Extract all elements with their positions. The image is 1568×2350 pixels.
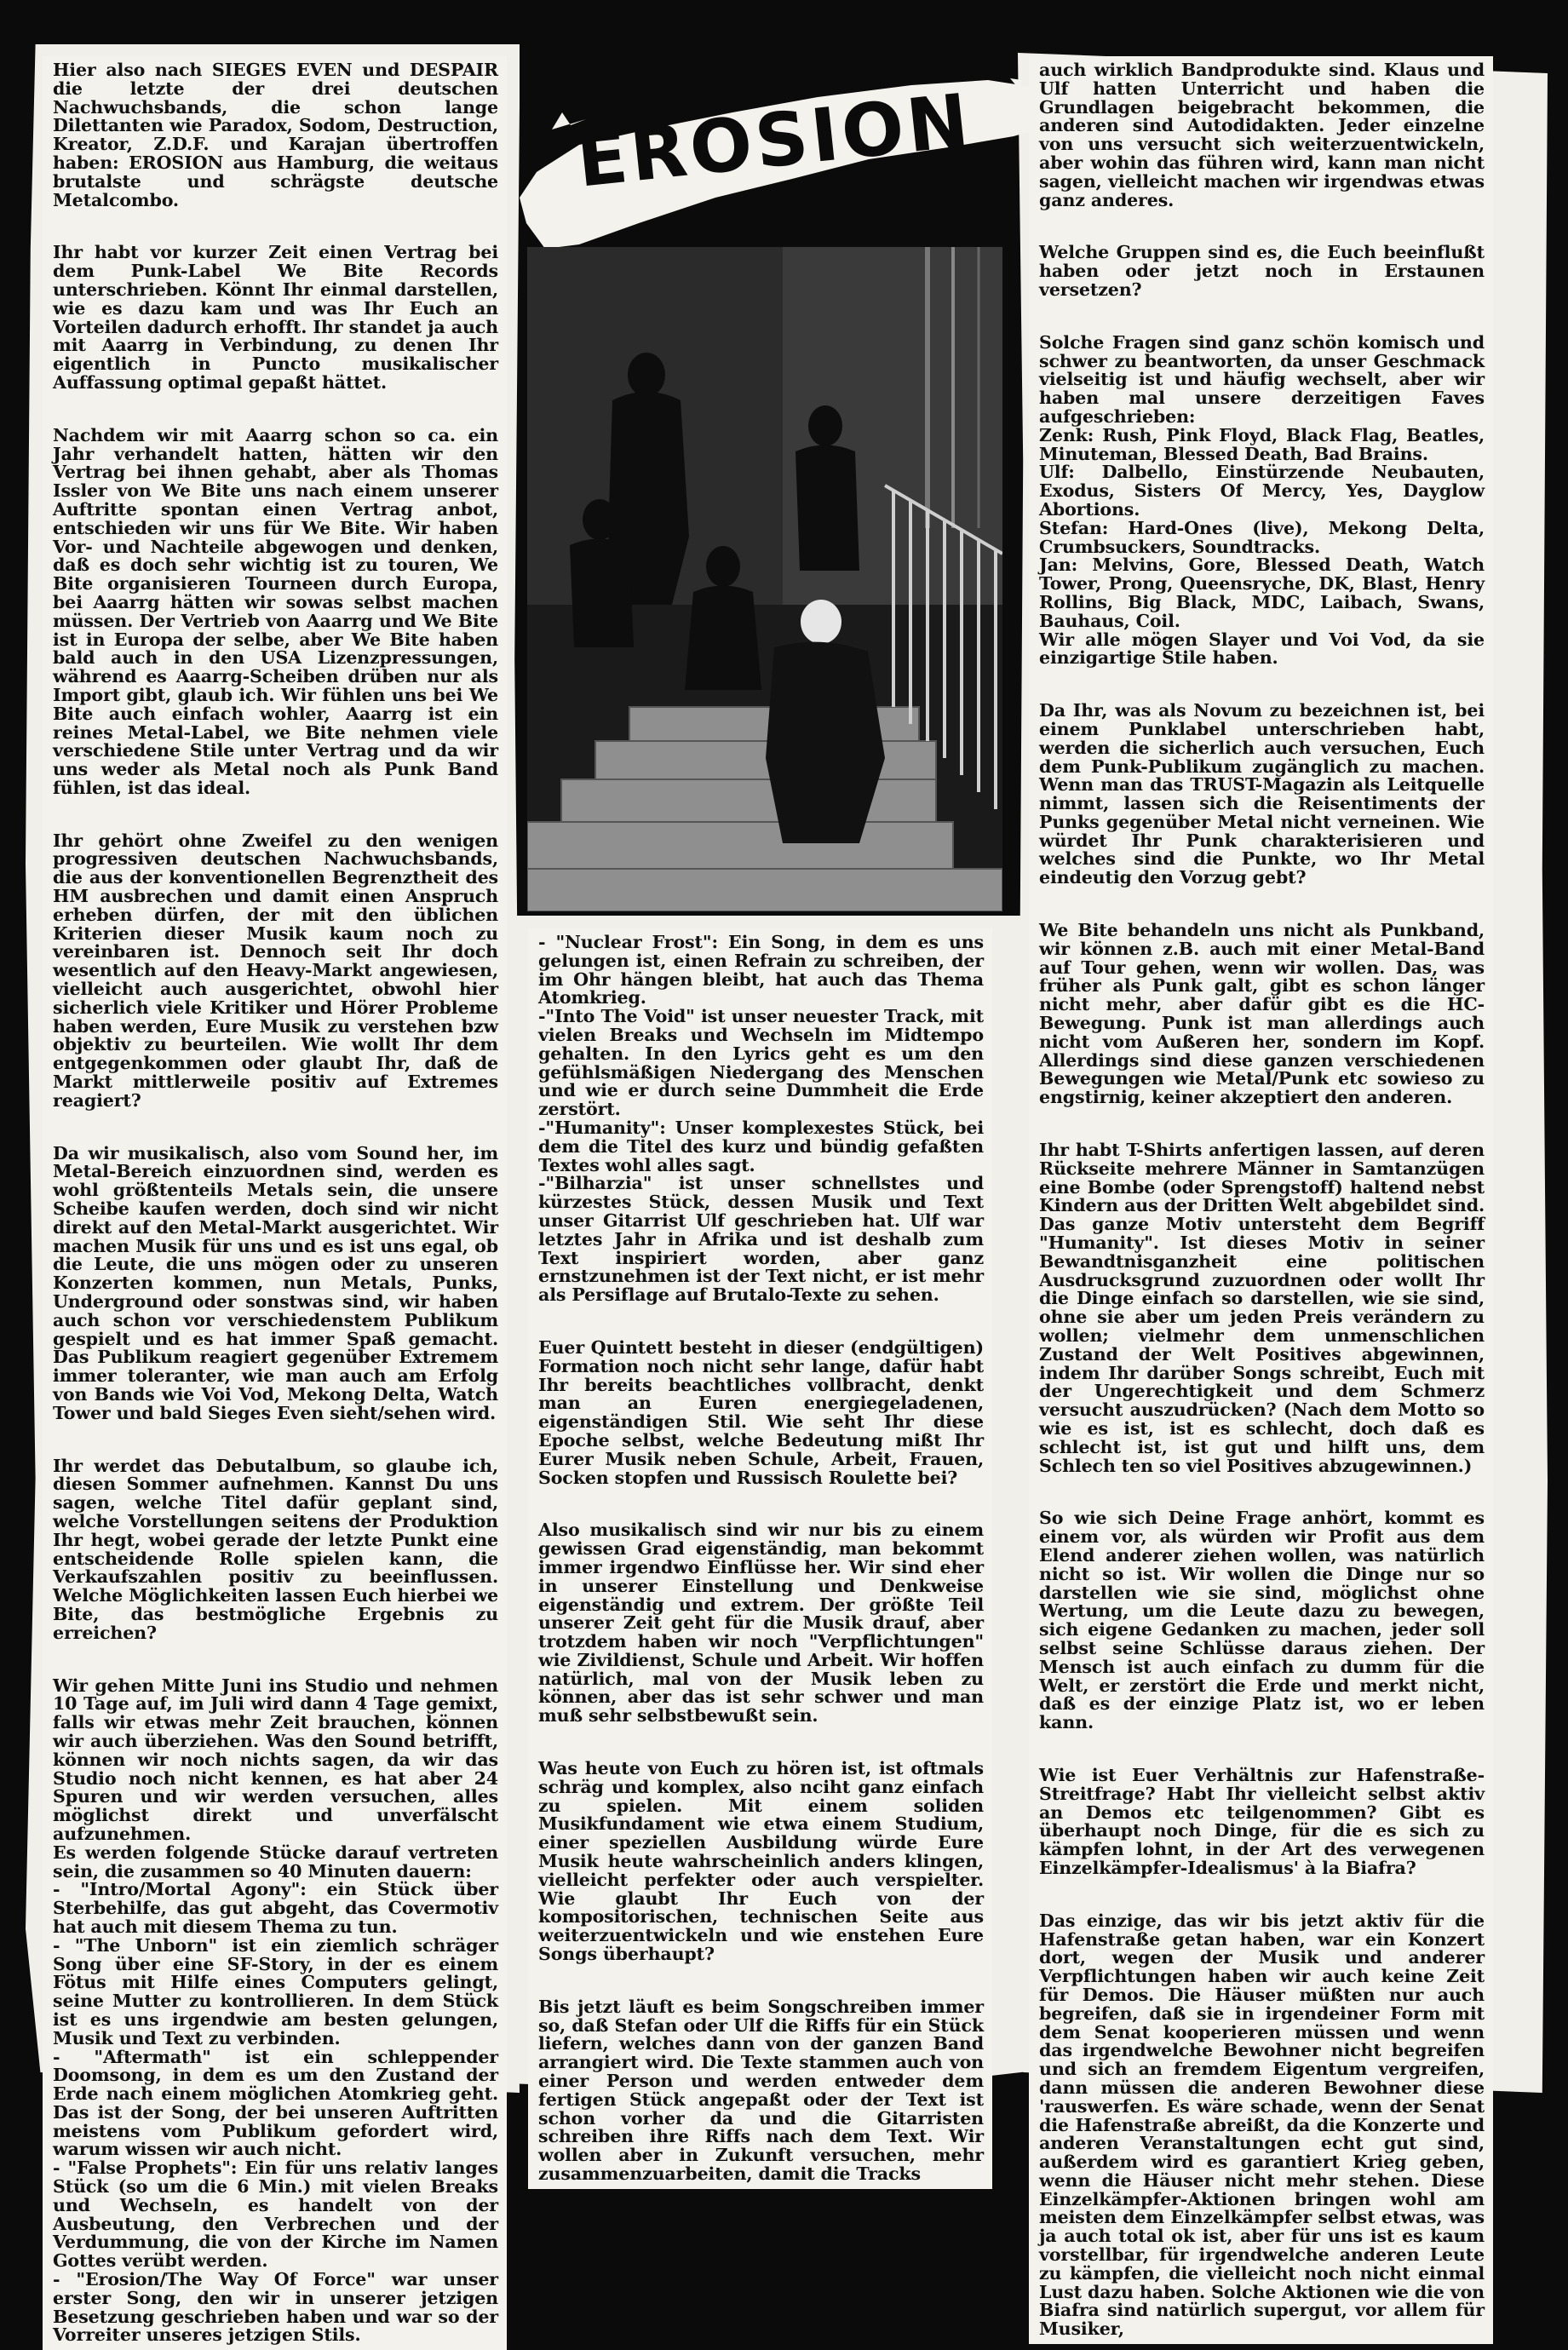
answer-paragraph: Solche Fragen sind ganz schön komisch und schwer zu beantworten, da unser Geschmack vielseitig ist und häufig wechselt, aber wir haben mal unsere derzeitigen Faves aufgeschrieben: [1039, 331, 1485, 427]
middle-column [528, 928, 992, 2189]
intro-paragraph: Hier also nach SIEGES EVEN und DESPAIR die letzte der drei deutschen Nachwuchsbands, die schon lange Dilettanten wie Paradox, Sodom, Destruction, Kreator, Z.D.F. und Karajan übertroffen haben: EROSION aus Hamburg, die weitaus brutalste und schrägste deutsche Metalcombo. [53, 60, 498, 210]
question-paragraph: Euer Quintett besteht in dieser (endgültigen) Formation noch nicht sehr lange, dafür habt Ihr bereits beachtliches vollbracht, denkt man an Euren energiegeladenen, eigenständigen Stil. Wie seht Ihr diese Epoche selbst, welche Bedeutung mißt Ihr Eurer Musik neben Schule, Arbeit, Frauen, Socken stopfen und Russisch Roulette bei? [538, 1336, 984, 1488]
answer-paragraph: We Bite behandeln uns nicht als Punkband, wir können z.B. auch mit einer Metal-Band auf Tour gehen, wenn wir wollen. Das, was früher als Punk galt, gibt es schon länger nicht mehr, aber dafür gibt es die HC-Bewegung. Punk ist man allerdings auch nicht vom Außeren her, sondern im Kopf. Allerdings sind diese ganzen verschiedenen Bewegungen wie Metal/Punk etc sowieso zu engstirnig, keiner akzeptiert den anderen. [1039, 920, 1485, 1108]
answer-paragraph: So wie sich Deine Frage anhört, kommt es einem vor, als würden wir Profit aus dem Elend anderer ziehen wollen, was natürlich nicht so ist. Wir wollen die Dinge nur so darstellen wie sie sind, möglichst ohne Wertung, um die Leute dazu zu bewegen, sich eigene Gedanken zu machen, jeder soll selbst seine Schlüsse daraus ziehen. Der Mensch ist auch einfach zu dumm für die Welt, er zerstört die Erde und merkt nicht, daß es der einzige Platz ist, wo er leben kann. [1039, 1508, 1485, 1733]
track-paragraph: - "False Prophets": Ein für uns relativ langes Stück (so um die 6 Min.) mit vielen Breaks und Wechseln, es handelt von der Ausbeutung, den Verbrechen und der Verdummung, die von der Kirche im Namen Gottes verübt werden. [53, 2158, 498, 2272]
track-paragraph: - "The Unborn" ist ein ziemlich schräger Song über eine SF-Story, in der es einem Fötus mit Hilfe eines Computers gelingt, seine Mutter zu kontrollieren. In dem Stück ist es uns irgendwie am besten gelungen, Musik und Text zu verbinden. [53, 1934, 498, 2048]
question-paragraph: Wie ist Euer Verhältnis zur Hafenstraße-Streitfrage? Habt Ihr vielleicht selbst aktiv an Demos etc teilgenommen? Gibt es überhaupt noch Dinge, für die es sich zu kämpfen lohnt, in der Art des verwegenen Einzelkämpfer-Idealismus' à la Biafra? [1039, 1764, 1485, 1878]
answer-paragraph: Wir alle mögen Slayer und Voi Vod, da sie einzigartige Stile haben. [1039, 629, 1485, 669]
track-paragraph: - "Aftermath" ist ein schleppender Doomsong, in dem es um den Zustand der Erde nach einem möglichen Atomkrieg geht. Das ist der Song, der bei unseren Auftritten meistens vom Publikum gefordert wird, warum wissen wir auch nicht. [53, 2046, 498, 2160]
answer-paragraph: Es werden folgende Stücke darauf vertreten sein, die zusammen so 40 Minuten dauern: [53, 1842, 498, 1882]
question-paragraph: Welche Gruppen sind es, die Euch beeinflußt haben oder jetzt noch in Erstaunen versetzen? [1039, 242, 1485, 300]
track-paragraph: - "Nuclear Frost": Ein Song, in dem es uns gelungen ist, einen Refrain zu schreiben, der im Ohr hängen bleibt, hat auch das Thema Atomkrieg. [538, 932, 984, 1008]
answer-paragraph: Also musikalisch sind wir nur bis zu einem gewissen Grad eigenständig, man bekommt immer irgendwo Einflüsse her. Wir sind eher in unserer Einstellung und Denkweise eigenständig und extrem. Der größte Teil unserer Zeit geht für die Musik drauf, aber trotzdem haben wir noch "Verpflichtungen" wie Zivildienst, Schule und Arbeit. Wir hoffen natürlich, mal von der Musik leben zu können, aber das ist sehr schwer und man muß sehr selbstbewußt sein. [538, 1520, 984, 1727]
faves-jan: Jan: Melvins, Gore, Blessed Death, Watch Tower, Prong, Queensryche, DK, Blast, Henry Rollins, Big Black, MDC, Laibach, Swans, Bauhaus, Coil. [1039, 554, 1485, 631]
faves-stefan: Stefan: Hard-Ones (live), Mekong Delta, Crumbsuckers, Soundtracks. [1039, 517, 1485, 557]
answer-paragraph: Da wir musikalisch, also vom Sound her, im Metal-Bereich einzuordnen sind, werden es wohl größtenteils Metals sein, die unsere Scheibe kaufen werden, doch sind wir nicht direkt auf den Metal-Markt ausgerichtet. Wir machen Musik für uns und es ist uns egal, ob die Leute, die uns mögen oder zu unseren Konzerten kommen, nun Metals, Punks, Underground oder sonstwas sind, wir haben auch schon vor verschiedenstem Publikum gespielt und es hat immer Spaß gemacht. Das Publikum reagiert gegenüber Extremem immer toleranter, wie man auch am Erfolg von Bands wie Voi Vod, Mekong Delta, Watch Tower und bald Sieges Even sieht/sehen wird. [53, 1142, 498, 1423]
faves-zenk: Zenk: Rush, Pink Floyd, Black Flag, Beatles, Minuteman, Blessed Death, Bad Brains. [1039, 424, 1485, 464]
question-paragraph: Ihr habt vor kurzer Zeit einen Vertrag bei dem Punk-Label We Bite Records unterschrieben. Könnt Ihr einmal darstellen, wie es dazu kam und was Ihr Euch an Vorteilen dadurch erhofft. Ihr standet ja auch mit Aaarrg in Verbindung, zu denen Ihr eigentlich in Puncto musikalischer Auffassung optimal gepaßt hättet. [53, 242, 498, 393]
question-paragraph: Ihr gehört ohne Zweifel zu den wenigen progressiven deutschen Nachwuchsbands, die aus der konventionellen Begrenztheit des HM ausbrechen und damit einen Anspruch erheben dürfen, der mit den üblichen Kriterien dieser Musik kaum noch zu vereinbaren ist. Dennoch seit Ihr doch wesentlich auf den Heavy-Markt angewiesen, vielleicht auch ausgerichtet, obwohl hier sicherlich viele Kritiker und Hörer Probleme haben werden, Eure Musik zu verstehen bzw objektiv zu beurteilen. Wie wollt Ihr dem entgegenkommen oder glaubt Ihr, daß de Markt mittlerweile positiv auf Extremes reagiert? [53, 830, 498, 1111]
track-paragraph: -"Bilharzia" ist unser schnellstes und kürzestes Stück, dessen Musik und Text unser Gitarrist Ulf geschrieben hat. Ulf war letztes Jahr in Afrika und ist deshalb zum Text inspiriert worden, aber ganz ernstzunehmen ist der Text nicht, er ist mehr als Persiflage auf Brutalo-Texte zu sehen. [538, 1173, 984, 1306]
question-paragraph: Ihr werdet das Debutalbum, so glaube ich, diesen Sommer aufnehmen. Kannst Du uns sagen, welche Titel dafür geplant sind, welche Vorstellungen seitens der Produktion Ihr hegt, wobei gerade der letzte Punkt eine entscheidende Rolle spielen kann, die Verkaufszahlen positiv zu beeinflussen. Welche Möglichkeiten lassen Euch hierbei we Bite, das bestmögliche Ergebnis zu erreichen? [53, 1455, 498, 1643]
faves-ulf: Ulf: Dalbello, Einstürzende Neubauten, Exodus, Sisters Of Mercy, Yes, Dayglow Abortions. [1039, 462, 1485, 520]
right-column [1029, 56, 1493, 2344]
track-paragraph: - "Erosion/The Way Of Force" war unser erster Song, den wir in unserer jetzigen Besetzung geschrieben haben und war so der Vorreiter unseres jetzigen Stils. [53, 2269, 498, 2346]
question-paragraph: Was heute von Euch zu hören ist, ist oftmals schräg und komplex, also nciht ganz einfach zu spielen. Mit einem soliden Musikfundament wie etwa einem Studium, einer speziellen Ausbildung würde Eure Musik heute wahrscheinlich anders klingen, vielleicht perfekter oder auch verspielter. Wie glaubt Ihr Euch von der kompositorischen, technischen Seite aus weiterzuentwickeln und wie enstehen Eure Songs überhaupt? [538, 1758, 984, 1965]
band-photo [527, 247, 1002, 911]
answer-paragraph: Das einzige, das wir bis jetzt aktiv für die Hafenstraße getan haben, war ein Konzert dort, wegen der Musik und anderer Verpflichtungen haben wir auch keine Zeit für Demos. Die Häuser müßten nur auch begreifen, daß sie in irgendeiner Form mit dem Senat kooperieren müssen und wenn das irgendwelche Bewohner nicht begreifen und sich an fremdem Eigentum vergreifen, dann müssen die anderen Bewohner diese 'rauswerfen. Es wäre schade, wenn der Senat die Hafenstraße abreißt, da die Konzerte und anderen Veranstaltungen echt gut sind, außerdem wird es garantiert Krieg geben, wenn die Häuser nicht mehr stehen. Diese Einzelkämpfer-Aktionen bringen wohl am meisten dem Einzelkämpfer selbst etwas, was ja auch total ok ist, aber für uns ist es kaum vorstellbar, für irgendwelche anderen Leute zu kämpfen, die vielleicht noch nicht einmal Lust dazu haben. Solche Aktionen wie die von Biafra sind natürlich supergut, vor allem für Musiker, [1039, 1910, 1485, 2340]
question-paragraph: Da Ihr, was als Novum zu bezeichnen ist, bei einem Punklabel unterschrieben habt, werden die sicherlich auch versuchen, Euch dem Punk-Publikum zugänglich zu machen. Wenn man das TRUST-Magazin als Leitquelle nimmt, lassen sich die Reisentiments der Punks gegenüber Metal nicht verneinen. Wie würdet Ihr Punk charakterisieren und welches sind die Punkte, wo Ihr Metal eindeutig den Vorzug gebt? [1039, 700, 1485, 888]
answer-paragraph: auch wirklich Bandprodukte sind. Klaus und Ulf hatten Unterricht und haben die Grundlagen beigebracht bekommen, die anderen sind Autodidakten. Jeder einzelne von uns versucht sich weiterzuentwickeln, aber wohin das führen wird, kann man nicht sagen, vielleicht machen wir irgendwas etwas ganz anderes. [1039, 60, 1485, 210]
track-paragraph: -"Into The Void" ist unser neuester Track, mit vielen Breaks und Wechseln im Midtempo gehalten. In den Lyrics geht es um den gefühlsmäßigen Niedergang des Menschen und wie er durch seine Dummheit die Erde zerstört. [538, 1006, 984, 1120]
answer-paragraph: Wir gehen Mitte Juni ins Studio und nehmen 10 Tage auf, im Juli wird dann 4 Tage gemixt, falls wir etwas mehr Zeit brauchen, können wir auch überziehen. Was den Sound betrifft, können wir noch nichts sagen, da wir das Studio noch nicht kennen, es hat aber 24 Spuren und wir werden versuchen, alles möglichst direkt und unverfälscht aufzunehmen. [53, 1675, 498, 1844]
question-paragraph: Ihr habt T-Shirts anfertigen lassen, auf deren Rückseite mehrere Männer in Samtanzügen eine Bombe (oder Sprengstoff) haltend nebst Kindern aus der Dritten Welt abgebildet sind. Das ganze Motiv untersteht dem Begriff "Humanity". Ist dieses Motiv in seiner Bewandtnisganzheit eine politischen Ausdrucksgrund zuzuordnen oder wollt Ihr die Dinge einfach so darstellen, wie sie sind, ohne sie aber um jeden Preis verändern zu wollen; vielmehr dem unmenschlichen Zustand der Welt Positives abgewinnen, indem Ihr darüber Songs schreibt, Euch mit der Ungerechtigkeit und dem Schmerz versucht auszudrücken? (Nach dem Motto so wie es ist, ist es schlecht, doch daß es schlecht ist, ist gut und hilft uns, dem Schlech ten so viel Positives abzugewinnen.) [1039, 1140, 1485, 1476]
article-title: EROSION [572, 78, 976, 204]
track-paragraph: - "Intro/Mortal Agony": ein Stück über Sterbehilfe, das gut abgeht, das Covermotiv hat auch mit diesem Thema zu tun. [53, 1879, 498, 1937]
left-column [43, 56, 507, 2350]
track-paragraph: -"Humanity": Unser komplexestes Stück, bei dem die Titel des kurz und bündig gefaßten Textes wohl alles sagt. [538, 1117, 984, 1175]
answer-paragraph: Nachdem wir mit Aaarrg schon so ca. ein Jahr verhandelt hatten, hätten wir den Vertrag bei ihnen gehabt, aber als Thomas Issler von We Bite uns nach einem unserer Auftritte spontan einen Vertrag anbot, entschieden wir uns für We Bite. Wir haben Vor- und Nachteile abgewogen und denken, daß es doch sehr wichtig ist zu touren, We Bite organisieren Tourneen durch Europa, bei Aaarrg hätten wir sowas selbst machen müssen. Der Vertrieb von Aaarrg und We Bite ist in Europa der selbe, aber We Bite haben bald auch in den USA Lizenzpressungen, während es Aaarrg-Scheiben drüben nur als Import gibt, glaub ich. Wir fühlen uns bei We Bite auch einfach wohler, Aaarrg ist ein reines Metal-Label, we Bite nehmen viele verschiedene Stile unter Vertrag und da wir uns weder als Metal noch als Punk Band fühlen, ist das ideal. [53, 424, 498, 798]
answer-paragraph: Bis jetzt läuft es beim Songschreiben immer so, daß Stefan oder Ulf die Riffs für ein Stück liefern, welches dann von der ganzen Band arrangiert wird. Die Texte stammen auch von einer Person und werden entweder dem fertigen Stück angepaßt oder der Text ist schon vorher da und die Gitarristen schreiben ihre Riffs nach dem Text. Wir wollen aber in Zukunft versuchen, mehr zusammenzuarbeiten, damit die Tracks [538, 1996, 984, 2185]
